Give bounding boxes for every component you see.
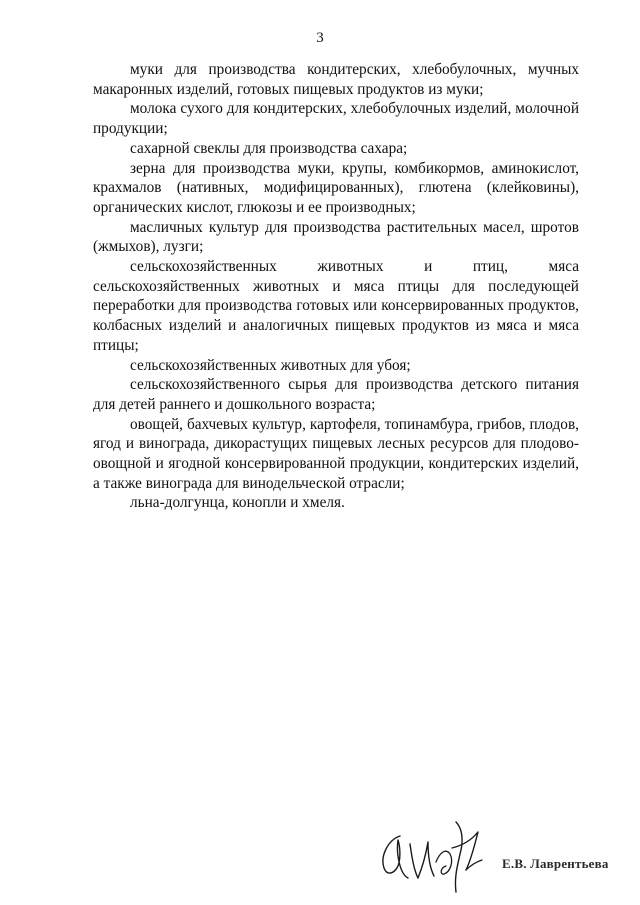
paragraph: овощей, бахчевых культур, картофеля, топинамбура, грибов, плодов, ягод и винограда, дикорастущих пищевых лесных ресурсов для плодово-овощной и ягодной консервированной продукции, кондитерских изделий, а также винограда для винодельческой отрасли; bbox=[93, 415, 579, 492]
paragraph: сельскохозяйственных животных и птиц, мяса сельскохозяйственных животных и мяса птицы для последующей переработки для производства готовых или консервированных продуктов, колбасных изделий и аналогичных пищевых продуктов из мяса и мяса птицы; bbox=[93, 258, 579, 354]
paragraph: масличных культур для производства растительных масел, шротов (жмыхов), лузги; bbox=[93, 218, 579, 256]
paragraph: зерна для производства муки, крупы, комбикормов, аминокислот, крахмалов (нативных, модифицированных), глютена (клейковины), органических кислот, глюкозы и ее производных; bbox=[93, 159, 579, 216]
signature-block bbox=[370, 818, 620, 898]
document-body bbox=[93, 60, 579, 513]
handwritten-signature bbox=[370, 818, 495, 898]
paragraph: льна-долгунца, конопли и хмеля. bbox=[130, 494, 345, 512]
signer-name: Е.В. Лаврентьева bbox=[502, 856, 609, 871]
paragraph: сельскохозяйственных животных для убоя; bbox=[130, 356, 411, 374]
paragraph: муки для производства кондитерских, хлебобулочных, мучных макаронных изделий, готовых пищевых продуктов из муки; bbox=[93, 61, 579, 98]
paragraph: молока сухого для кондитерских, хлебобулочных изделий, молочной продукции; bbox=[93, 100, 579, 138]
paragraph: сельскохозяйственного сырья для производства детского питания для детей раннего и дошкольного возраста; bbox=[93, 376, 579, 413]
page-number: 3 bbox=[316, 30, 324, 46]
paragraph: сахарной свеклы для производства сахара; bbox=[130, 139, 408, 157]
